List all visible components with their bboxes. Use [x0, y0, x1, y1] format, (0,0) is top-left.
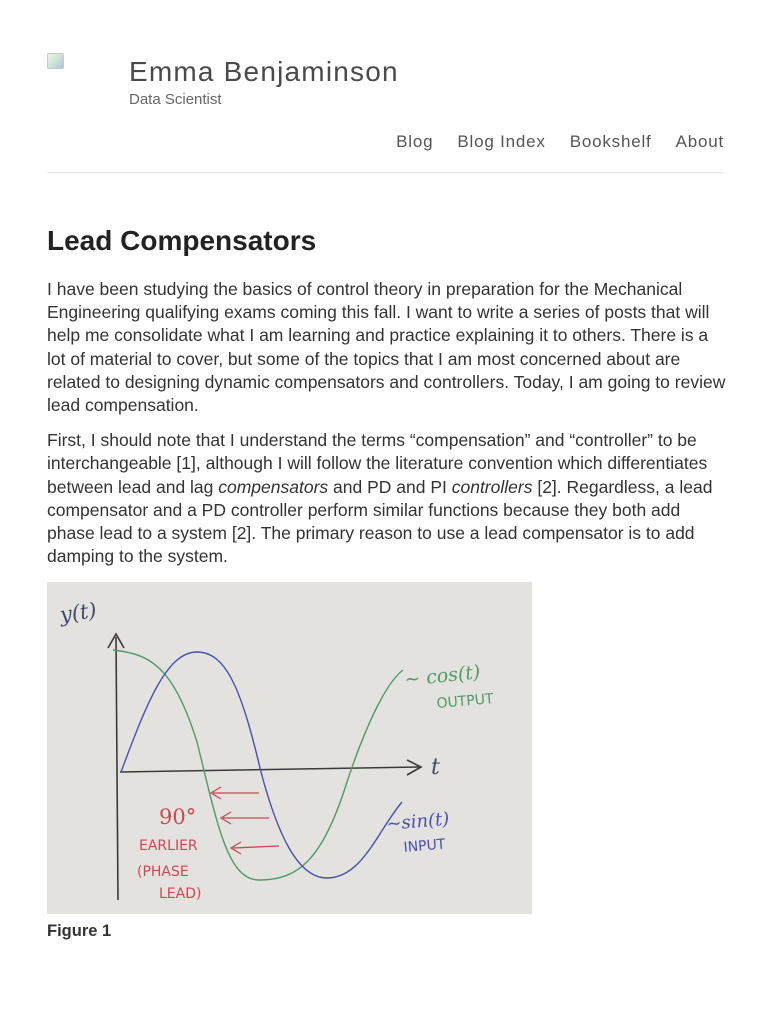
post-paragraph-1: I have been studying the basics of control theory in preparation for the Mechanical Engineering qualifying exams coming this fall. I want to write a series of posts that will help me consolidate what I am learning and practice explaining it to others. There is a lot of material to cover, but some of the topics that I am most concerned about are related to designing dynamic compensators and controllers. Today, I am going to review lead compensation.: [47, 279, 726, 416]
header-divider: [47, 172, 724, 173]
input-function-label: ~sin(t): [385, 808, 451, 835]
avatar: [47, 53, 64, 69]
nav-item-blog[interactable]: Blog: [396, 132, 434, 151]
main-nav: [396, 131, 724, 153]
output-function-label: ~ cos(t): [403, 661, 482, 691]
post-title: Lead Compensators: [47, 225, 317, 256]
t-axis-line: [120, 767, 419, 772]
output-word-label: OUTPUT: [435, 691, 495, 712]
phase-degree-label: 90°: [159, 805, 197, 829]
nav-item-about[interactable]: About: [675, 132, 724, 151]
post-paragraph-2: [47, 429, 727, 568]
phase-arrow-2: [221, 812, 269, 824]
phase-lead-label-2: LEAD): [159, 886, 202, 902]
y-axis-line: [116, 637, 118, 900]
emphasis-compensators: compensators: [218, 476, 329, 497]
input-word-label: INPUT: [402, 836, 447, 856]
y-axis-label: y(t): [58, 598, 99, 627]
emphasis-controllers: controllers: [451, 476, 533, 497]
whiteboard-sketch: [47, 582, 532, 914]
figure-caption: Figure 1: [47, 922, 112, 940]
paragraph-text: and PD and PI: [328, 476, 452, 497]
nav-item-bookshelf[interactable]: Bookshelf: [569, 132, 652, 151]
site-title[interactable]: Emma Benjaminson: [129, 56, 399, 87]
site-subtitle: Data Scientist: [129, 91, 222, 108]
paragraph-text: First, I should note that I understand the terms “compensation” and “controller” to be interchangeable [1], although I will follow the literature convention which differentiates between lead and lag: [47, 430, 708, 497]
phase-arrow-3: [231, 842, 279, 854]
t-axis-label: t: [431, 755, 440, 780]
figure-image: [47, 582, 532, 914]
phase-arrow-1: [211, 787, 259, 799]
phase-earlier-label: EARLIER: [139, 838, 198, 854]
post-body: [47, 278, 727, 580]
paragraph-text: [2]. Regardless, a lead compensator and a PD controller perform similar functions because they both add phase lead to a system [2]. The primary reason to use a lead compensator is to add damping to the system.: [47, 476, 713, 567]
nav-item-blog-index[interactable]: Blog Index: [457, 132, 546, 151]
phase-lead-label-1: (PHASE: [137, 864, 189, 880]
